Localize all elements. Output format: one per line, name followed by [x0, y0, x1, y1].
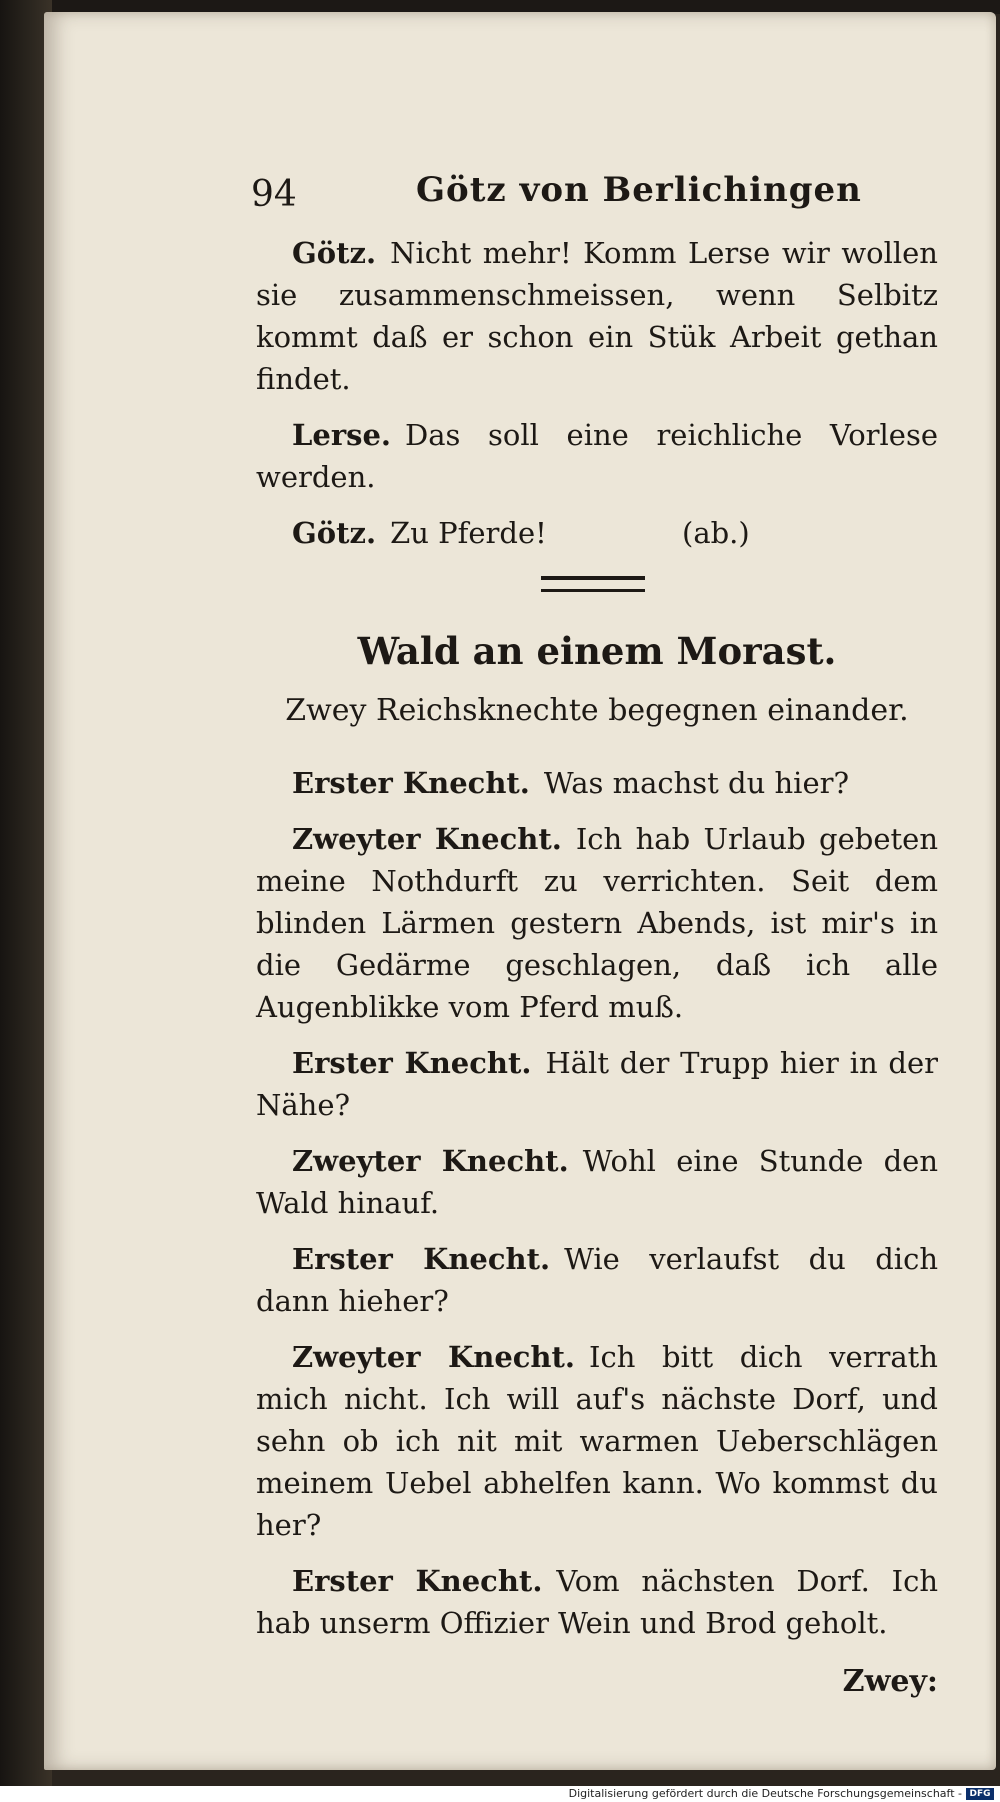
page-header [251, 162, 938, 232]
speech-text: Nicht mehr! Komm Lerse wir wollen sie zusammenschmeissen, wenn Selbitz kommt daß er schon ein Stük Arbeit gethan findet. [256, 236, 938, 396]
speaker-label: Erster Knecht. [292, 1564, 543, 1598]
speech-text: Zu Pferde! [390, 516, 547, 550]
speech-goetz-1 [256, 232, 938, 400]
page-number: 94 [251, 174, 297, 215]
speaker-label: Erster Knecht. [292, 766, 530, 800]
dialogue-line [256, 1042, 938, 1126]
dialogue-line [256, 762, 938, 804]
scene-direction: Zwey Reichsknechte begegnen einander. [285, 693, 909, 728]
dialogue-line [256, 818, 938, 1028]
running-title: Götz von Berlichingen [416, 170, 862, 210]
dialogue-line [256, 1336, 938, 1546]
speaker-label: Zweyter Knecht. [292, 1144, 569, 1178]
funding-credit: Digitalisierung gefördert durch die Deutsche Forschungsgemeinschaft - [568, 1787, 962, 1800]
speech-text: Was machst du hier? [543, 766, 850, 800]
dialogue-line [256, 1140, 938, 1224]
dfg-logo-icon: DFG [966, 1788, 994, 1800]
speech-text: Wie verlaufst du dich dann hieher? [256, 1242, 939, 1318]
speaker-label: Lerse. [292, 418, 391, 452]
speech-lerse [256, 414, 938, 498]
dialogue-block [256, 762, 938, 1644]
scene-title: Wald an einem Morast. [357, 629, 837, 673]
speaker-label: Erster Knecht. [292, 1242, 551, 1276]
speech-text: Vom nächsten Dorf. Ich hab unserm Offizier Wein und Brod geholt. [256, 1564, 938, 1640]
speech-text: Ich hab Urlaub gebeten meine Nothdurft zu verrichten. Seit dem blinden Lärmen gestern Abends, ist mir's in die Gedärme geschlagen, daß ich alle Augenblikke vom Pferd muß. [256, 822, 938, 1024]
stage-direction: (ab.) [682, 516, 750, 550]
dialogue-line [256, 1238, 938, 1322]
book-page [44, 12, 996, 1770]
footer-bar [0, 1786, 1000, 1802]
speech-goetz-2 [292, 512, 938, 554]
speaker-label: Götz. [292, 236, 377, 270]
speaker-label: Zweyter Knecht. [292, 1340, 576, 1374]
speech-text: Hält der Trupp hier in der Nähe? [256, 1046, 938, 1122]
speech-text: Ich bitt dich verrath mich nicht. Ich will auf's nächste Dorf, und sehn ob ich nit mit warmen Ueberschlägen meinem Uebel abhelfen kann. Wo kommst du her? [256, 1340, 938, 1542]
speaker-label: Götz. [292, 516, 377, 550]
speaker-label: Erster Knecht. [292, 1046, 532, 1080]
catchword: Zwey: [842, 1664, 938, 1699]
page-content [251, 162, 939, 1699]
speech-text: Das soll eine reichliche Vorlese werden. [256, 418, 938, 494]
speech-text: Wohl eine Stunde den Wald hinauf. [256, 1144, 939, 1220]
scene-divider-rule [541, 576, 645, 592]
dialogue-line [256, 1560, 938, 1644]
speaker-label: Zweyter Knecht. [292, 822, 562, 856]
